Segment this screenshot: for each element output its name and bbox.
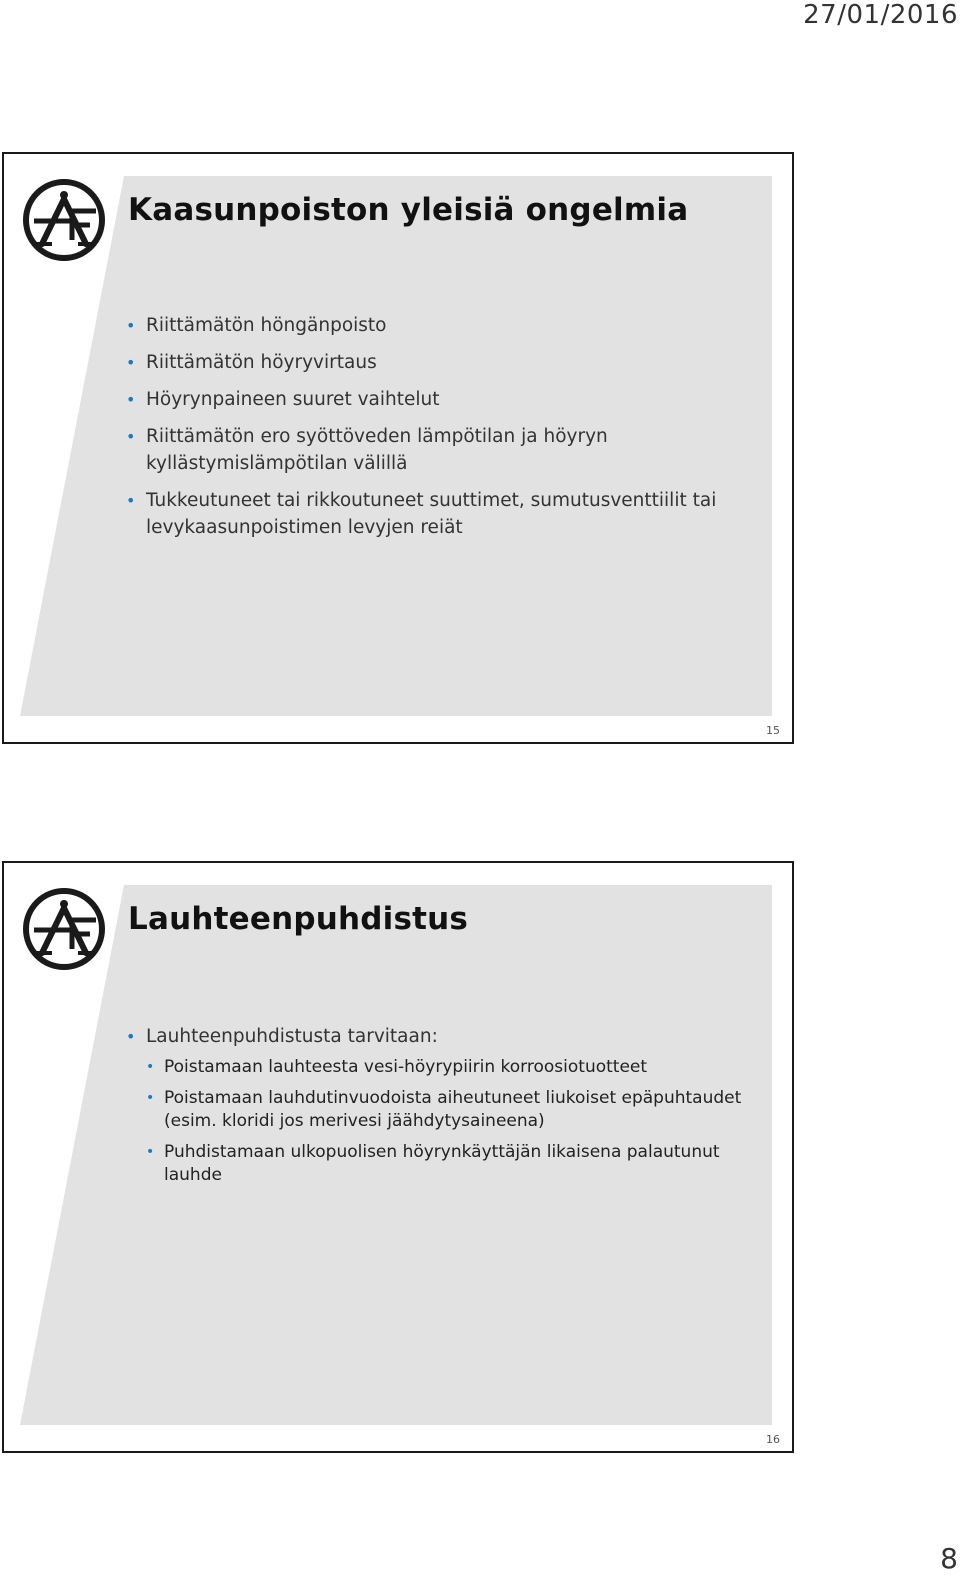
slide-16 [2,861,794,1453]
bullet-list [126,312,766,551]
slide-number: 16 [766,1433,780,1446]
bullet-item: • Tukkeutuneet tai rikkoutuneet suuttimet, sumutusventtiilit tai levykaasunpoistimen levyjen reiät [126,487,766,541]
sub-bullet-item: • Puhdistamaan ulkopuolisen höyrynkäyttäjän likaisena palautunut lauhde [146,1141,766,1187]
sub-bullet-list [146,1056,766,1187]
bullet-item: • Riittämätön ero syöttöveden lämpötilan ja höyryn kyllästymislämpötilan välillä [126,423,766,477]
slide-number: 15 [766,724,780,737]
logo-icon [22,178,106,262]
slide-title: Lauhteenpuhdistus [128,901,469,937]
bullet-text: Lauhteenpuhdistusta tarvitaan: [146,1026,438,1047]
bullet-item: • Riittämätön höngänpoisto [126,312,766,339]
bullet-item: • Riittämätön höyryvirtaus [126,349,766,376]
page-number: 8 [940,1542,958,1575]
page-date: 27/01/2016 [803,0,958,30]
slide-title: Kaasunpoiston yleisiä ongelmia [128,192,689,228]
sub-bullet-item: • Poistamaan lauhdutinvuodoista aiheutuneet liukoiset epäpuhtaudet (esim. kloridi jos merivesi jäähdytysaineena) [146,1087,766,1133]
bullet-item [126,1023,766,1187]
sub-bullet-item: • Poistamaan lauhteesta vesi-höyrypiirin korroosiotuotteet [146,1056,766,1079]
slide-15 [2,152,794,744]
logo-icon [22,887,106,971]
bullet-list [126,1023,766,1197]
bullet-item: • Höyrynpaineen suuret vaihtelut [126,386,766,413]
